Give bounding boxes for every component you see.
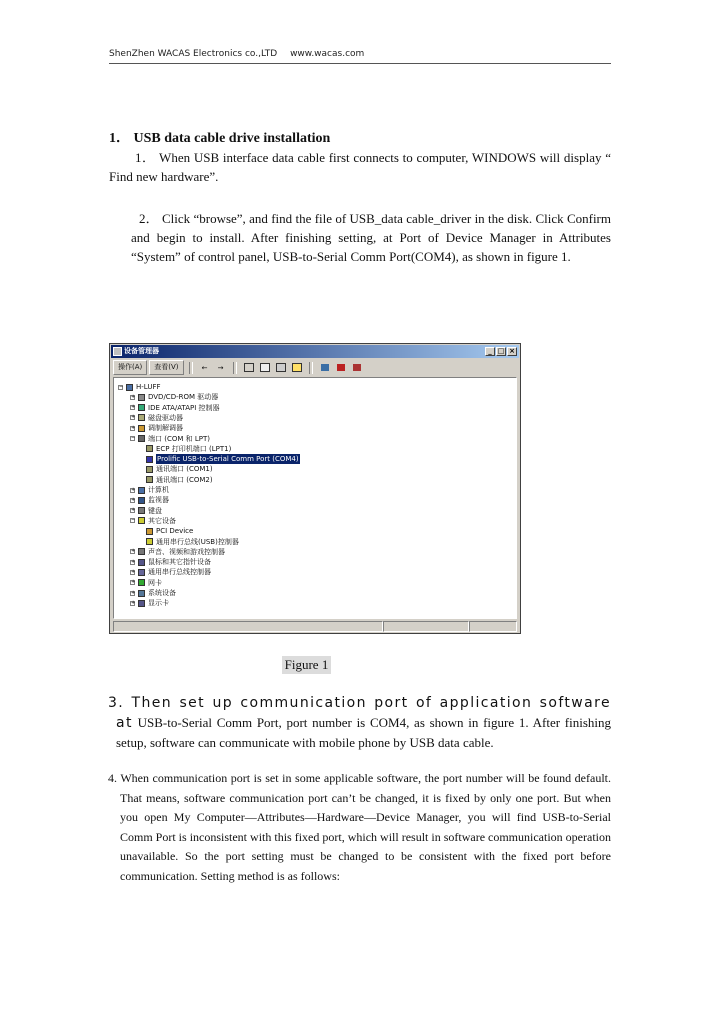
paragraph-3-rest: USB-to-Serial Comm Port, port number is COM4, as shown in figure 1. After finishing setup, software can communicate with mobile phone by USB data cable. — [116, 715, 611, 750]
device-icon — [146, 466, 153, 473]
expand-icon[interactable]: + — [131, 424, 136, 431]
tree-item-label: 网卡 — [148, 578, 162, 587]
device-icon — [146, 456, 153, 463]
tree-item-label: Prolific USB-to-Serial Comm Port (COM4) — [157, 455, 299, 464]
tree-item[interactable] — [142, 475, 213, 485]
tree-item[interactable] — [142, 444, 231, 454]
device-icon — [146, 538, 153, 545]
menu-view[interactable]: 查看(V) — [149, 360, 183, 375]
scan-icon — [321, 364, 329, 371]
tree-item[interactable] — [130, 557, 211, 567]
device-icon — [146, 476, 153, 483]
forward-button[interactable] — [214, 361, 228, 374]
expand-icon[interactable]: + — [131, 486, 136, 493]
close-button[interactable]: × — [507, 347, 517, 356]
back-arrow-icon: ← — [201, 363, 208, 372]
window-titlebar — [111, 345, 519, 358]
paragraph-3-lead: 3. Then set up communication port of application software at — [108, 695, 611, 731]
expand-icon[interactable]: + — [131, 414, 136, 421]
tree-item-label: 显示卡 — [148, 599, 169, 608]
toolbar — [113, 360, 364, 375]
toolbar-button[interactable] — [258, 361, 272, 374]
device-tree[interactable] — [113, 377, 517, 619]
device-icon — [138, 600, 145, 607]
status-bar — [113, 621, 517, 632]
figure-caption: Figure 1 — [282, 656, 331, 674]
paragraph-3 — [108, 693, 611, 752]
tree-item-label: 调制解调器 — [148, 424, 183, 433]
expand-icon[interactable]: + — [131, 404, 136, 411]
tree-item-label: 系统设备 — [148, 589, 176, 597]
device-icon — [138, 517, 145, 524]
collapse-icon[interactable]: − — [119, 383, 124, 390]
collapse-icon[interactable]: − — [131, 517, 136, 524]
properties-icon — [260, 363, 270, 372]
device-icon — [138, 579, 145, 586]
device-icon — [138, 404, 145, 411]
menu-action[interactable]: 操作(A) — [113, 360, 147, 375]
device-icon — [138, 414, 145, 421]
expand-icon[interactable]: + — [131, 589, 136, 596]
tree-item-label: DVD/CD-ROM 驱动器 — [148, 393, 219, 402]
device-icon — [138, 487, 145, 494]
tree-item[interactable] — [142, 454, 300, 464]
device-icon — [138, 507, 145, 514]
tree-item[interactable] — [142, 526, 193, 536]
status-pane — [469, 621, 517, 632]
tree-item-label: 鼠标和其它指针设备 — [148, 558, 211, 567]
grid-icon — [244, 363, 254, 372]
section-title: 1． USB data cable drive installation — [109, 131, 331, 146]
tree-item[interactable] — [130, 547, 225, 557]
uninstall-icon — [353, 364, 361, 371]
tree-item-label: PCI Device — [156, 527, 194, 536]
tree-item[interactable] — [130, 598, 169, 608]
tree-item-label: 通讯端口 (COM1) — [156, 465, 213, 474]
help-button[interactable] — [290, 361, 304, 374]
tree-item[interactable] — [130, 413, 183, 423]
forward-arrow-icon: → — [217, 363, 224, 372]
tree-item-label: 其它设备 — [148, 516, 176, 525]
print-icon — [276, 363, 286, 372]
device-icon — [138, 425, 145, 432]
tree-item[interactable] — [130, 516, 176, 526]
expand-icon[interactable]: + — [131, 393, 136, 400]
expand-icon[interactable]: + — [131, 548, 136, 555]
device-icon — [138, 569, 145, 576]
collapse-icon[interactable]: − — [131, 435, 136, 441]
tree-item-label: 端口 (COM 和 LPT) — [148, 434, 210, 443]
tree-item[interactable] — [130, 567, 211, 577]
device-icon — [146, 445, 153, 452]
device-icon — [138, 548, 145, 555]
paragraph-4: 4. When communication port is set in some applicable software, the port number will be found default. That means, software communication port can’t be changed, it is fixed by only one port. But when you open My Computer—Attributes—Hardware—Device Manager, you will find USB-to-Serial Comm Port is inconsistent with this fixed port, which will result in software communication operation unavailable. So the port setting must be changed to be consistent with the fixed port before communication. Setting method is as follows: — [108, 771, 611, 883]
expand-icon[interactable]: + — [131, 496, 136, 503]
update-driver-button[interactable] — [334, 361, 348, 374]
website: www.wacas.com — [290, 49, 365, 59]
maximize-button[interactable]: □ — [497, 347, 505, 355]
tree-item-label: 监视器 — [148, 496, 169, 505]
tree-item-label: H-LUFF — [136, 383, 161, 391]
expand-icon[interactable]: + — [131, 558, 136, 565]
app-icon — [113, 347, 122, 356]
tree-item-label: 磁盘驱动器 — [148, 413, 183, 422]
toolbar-separator — [233, 362, 237, 374]
paragraph-2: 2． Click “browse”, and find the file of USB_data cable_driver in the disk. Click Confirm and begin to install. After finishing setting, at Port of Device Manager in Attributes “System” of control panel, USB-to-Serial Comm Port(COM4), as shown in figure 1. — [131, 211, 611, 264]
expand-icon[interactable]: + — [131, 568, 136, 575]
tree-item[interactable] — [130, 392, 218, 402]
window-title: 设备管理器 — [124, 347, 159, 355]
tree-item[interactable] — [130, 485, 169, 495]
tree-item-label: 键盘 — [148, 506, 162, 515]
expand-icon[interactable]: + — [131, 579, 136, 586]
status-pane — [383, 621, 469, 632]
tree-item[interactable] — [130, 434, 210, 444]
tree-item-label: 通讯端口 (COM2) — [156, 475, 213, 484]
tree-item[interactable] — [118, 382, 161, 392]
driver-icon — [337, 364, 345, 371]
page-header — [109, 49, 611, 64]
toolbar-separator — [309, 362, 313, 374]
device-icon — [138, 497, 145, 504]
expand-icon[interactable]: + — [131, 507, 136, 514]
device-icon — [138, 435, 145, 442]
device-icon — [138, 559, 145, 566]
device-icon — [138, 394, 145, 401]
scan-hardware-button[interactable] — [318, 361, 332, 374]
expand-icon[interactable]: + — [131, 599, 136, 606]
toolbar-separator — [189, 362, 193, 374]
tree-item-label: 计算机 — [148, 486, 169, 494]
paragraph-1: 1． When USB interface data cable first connects to computer, WINDOWS will display “ Find new hardware”. — [109, 150, 611, 184]
minimize-button[interactable]: _ — [485, 347, 495, 356]
tree-item[interactable] — [142, 464, 213, 474]
help-icon — [292, 363, 302, 372]
tree-item-label: ECP 打印机端口 (LPT1) — [156, 444, 232, 453]
company-name: ShenZhen WACAS Electronics co.,LTD — [109, 49, 278, 59]
tree-item[interactable] — [130, 506, 162, 516]
device-manager-window — [109, 343, 521, 634]
tree-item[interactable] — [130, 588, 176, 598]
uninstall-button[interactable] — [350, 361, 364, 374]
tree-item-label: 通用串行总线(USB)控制器 — [156, 537, 239, 546]
tree-item[interactable] — [130, 578, 162, 588]
tree-item-label: 通用串行总线控制器 — [148, 568, 211, 577]
tree-item[interactable] — [130, 495, 169, 505]
status-pane — [113, 621, 383, 632]
back-button[interactable] — [198, 361, 212, 374]
tree-item[interactable] — [142, 537, 239, 547]
toolbar-button[interactable] — [274, 361, 288, 374]
toolbar-button[interactable] — [242, 361, 256, 374]
tree-item[interactable] — [130, 403, 220, 413]
tree-item[interactable] — [130, 423, 183, 433]
device-icon — [146, 528, 153, 535]
tree-item-label: IDE ATA/ATAPI 控制器 — [148, 403, 220, 412]
device-icon — [138, 590, 145, 597]
tree-item-label: 声音、视频和游戏控制器 — [148, 547, 225, 556]
device-icon — [126, 384, 133, 391]
